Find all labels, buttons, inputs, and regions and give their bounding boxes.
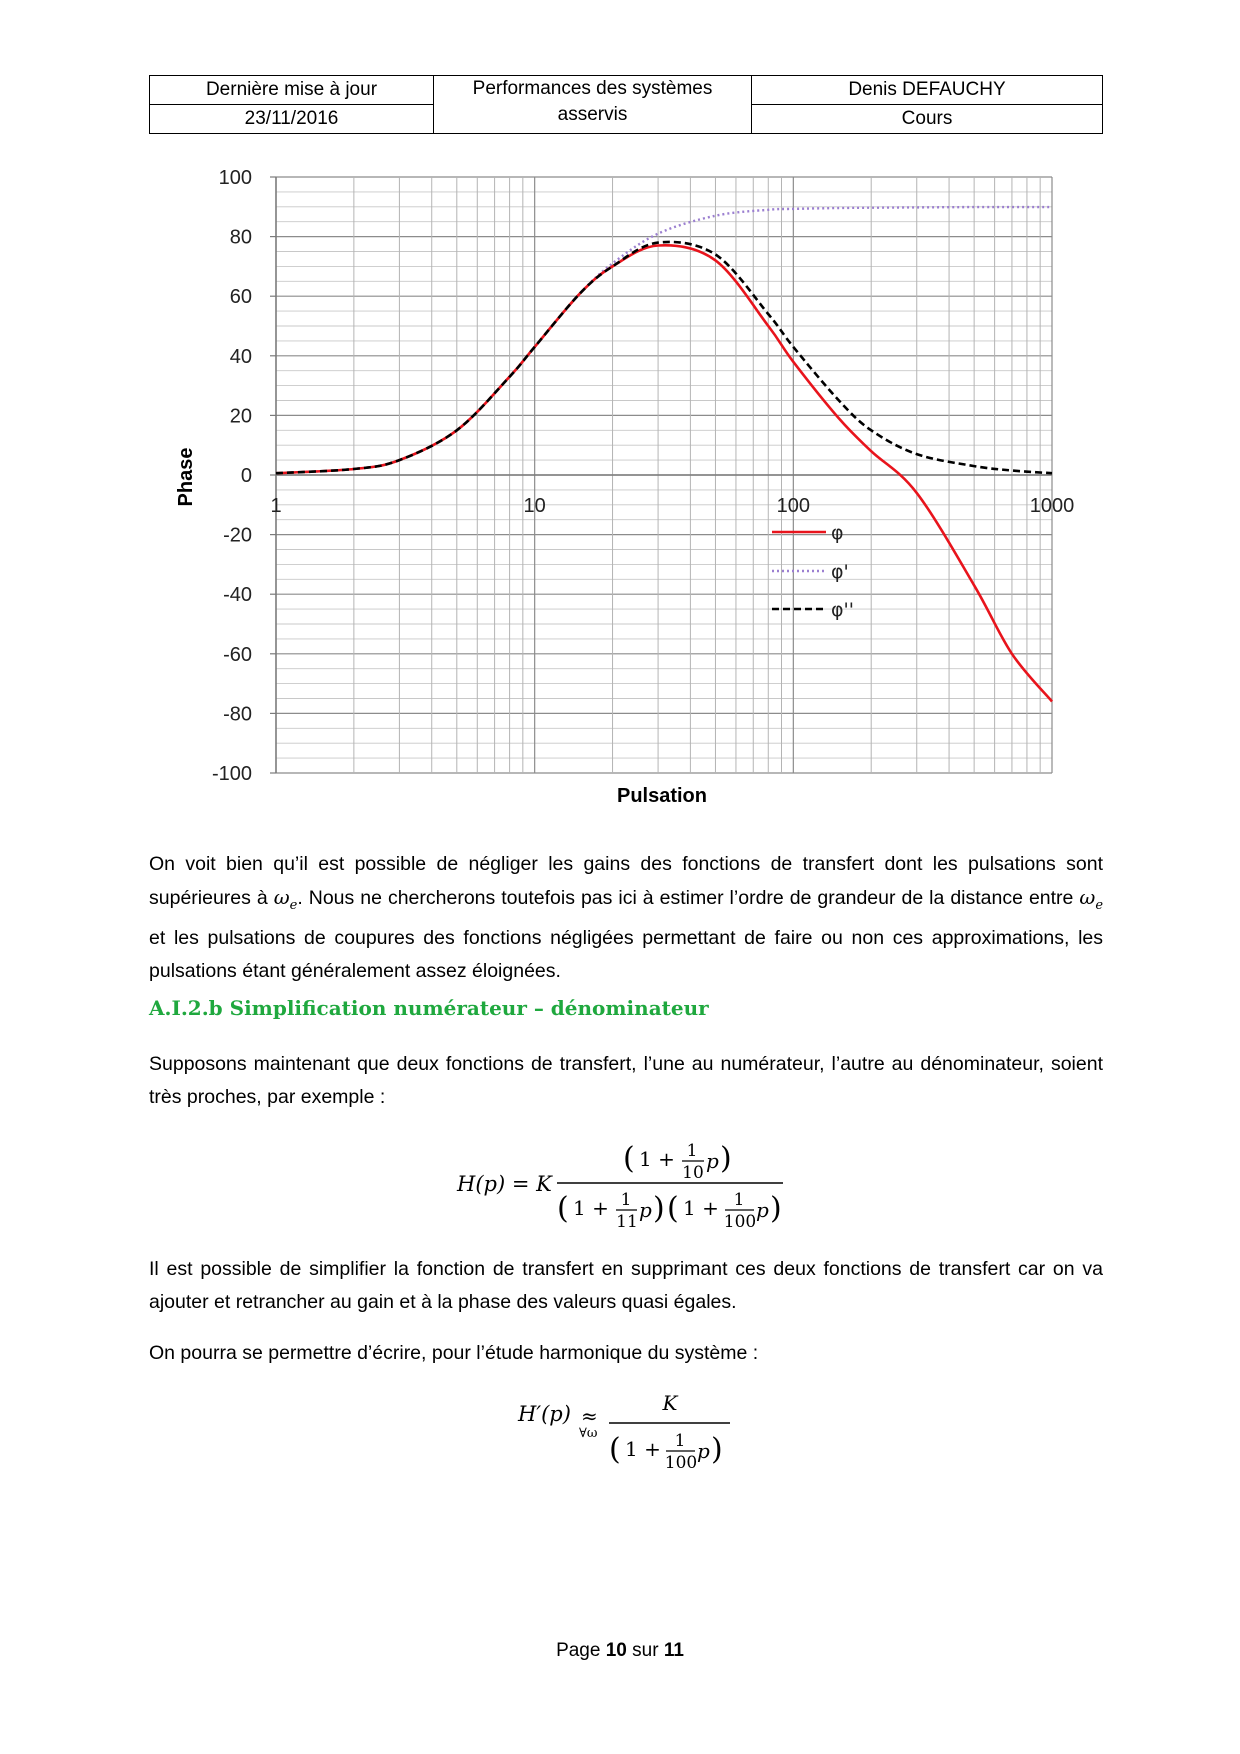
formula1-den2-n: 1 <box>733 1190 745 1210</box>
series-line-phi-double-prime <box>276 242 1052 473</box>
formula-transfer-function <box>455 1138 835 1233</box>
formula2-den-p: p <box>697 1439 710 1463</box>
total-pages: 11 <box>663 1640 684 1661</box>
paragraph-1 <box>149 848 1103 988</box>
document-type: Cours <box>752 105 1103 134</box>
formula-simplified <box>515 1385 755 1475</box>
formula2-num: K <box>662 1391 678 1415</box>
last-update-label: Dernière mise à jour <box>150 76 434 105</box>
paren-close: ) <box>770 1191 782 1226</box>
document-title: Performances des systèmes asservis <box>434 76 752 134</box>
y-tick-label: -60 <box>223 643 252 666</box>
formula2-den-one: 1 + <box>625 1437 661 1461</box>
paren-open: ( <box>609 1432 621 1467</box>
formula2-approx: ≈ <box>581 1404 598 1428</box>
x-tick-label: 100 <box>776 495 811 517</box>
paren-open: ( <box>557 1191 569 1226</box>
header-table <box>149 75 1103 134</box>
series-line-phi <box>276 245 1052 701</box>
formula2-den-n: 1 <box>674 1431 686 1451</box>
formula1-lhs: H(p) = K <box>457 1172 552 1196</box>
legend-label: φ <box>831 522 844 544</box>
omega-e-symbol: $\omega_e$ <box>273 886 298 913</box>
y-axis-label: Phase <box>175 447 197 507</box>
paragraph-1-text: On voit bien qu’il est possible de négliger les gains des fonctions de transfert dont les pulsations sont supérieures à $\omega_e$. Nous ne chercherons toutefois pas ici à estimer l’ordre de grandeur de la distance entre $\omega_e$ et les pulsations de coupures des fonctions négligées permettant de faire ou non ces approximations, les pulsations étant généralement assez éloignées. <box>149 853 1104 982</box>
formula1-den2-d: 100 <box>723 1212 757 1232</box>
formula1-den2-p: p <box>756 1198 769 1222</box>
x-axis-label: Pulsation <box>616 785 708 807</box>
paren-close: ) <box>720 1141 732 1176</box>
current-page: 10 <box>605 1640 627 1661</box>
formula1-num-n: 1 <box>686 1141 698 1161</box>
formula1-num-one: 1 + <box>639 1147 675 1171</box>
update-date: 23/11/2016 <box>150 105 434 134</box>
formula2-den-d: 100 <box>664 1453 698 1473</box>
paren-close: ) <box>653 1191 665 1226</box>
y-tick-label: 60 <box>229 286 252 309</box>
y-tick-label: 40 <box>229 345 252 368</box>
x-tick-label: 1 <box>270 495 282 517</box>
omega-e-symbol: $\omega_e$ <box>1079 886 1104 913</box>
y-tick-label: 20 <box>229 405 252 428</box>
formula1-num-p: p <box>706 1149 719 1173</box>
y-tick-label: -20 <box>223 524 252 547</box>
formula1-den1-n: 1 <box>620 1190 632 1210</box>
formula1-den2-one: 1 + <box>683 1196 719 1220</box>
legend-label: φ'' <box>831 599 854 621</box>
formula1-num-d: 10 <box>682 1163 704 1183</box>
y-tick-label: -100 <box>211 763 252 785</box>
paren-close: ) <box>711 1432 723 1467</box>
phase-chart <box>0 140 1240 960</box>
series-line-phi-prime <box>276 207 1052 473</box>
y-tick-label: -80 <box>223 703 252 726</box>
y-tick-label: 0 <box>240 465 252 487</box>
formula1-den1-d: 11 <box>616 1212 638 1232</box>
legend-label: φ' <box>831 561 849 583</box>
paragraph-3: Il est possible de simplifier la fonction de transfert en supprimant ces deux fonctions de transfert car on va ajouter et retrancher au gain et à la phase des valeurs quasi égales. <box>149 1258 1103 1313</box>
formula1-den1-p: p <box>639 1198 652 1222</box>
formula2-approx-sub: ∀ω <box>579 1426 598 1441</box>
formula1-den1-one: 1 + <box>573 1196 609 1220</box>
page-footer: Page 10 sur 11 <box>556 1640 684 1661</box>
x-tick-label: 10 <box>523 495 546 517</box>
y-tick-label: -40 <box>223 584 252 607</box>
author: Denis DEFAUCHY <box>752 76 1103 105</box>
x-tick-label: 1000 <box>1029 495 1075 517</box>
y-tick-label: 100 <box>218 167 252 189</box>
paren-open: ( <box>623 1141 635 1176</box>
section-heading: A.I.2.b Simplification numérateur – dénominateur <box>149 996 709 1020</box>
paragraph-4: On pourra se permettre d’écrire, pour l’étude harmonique du système : <box>149 1342 759 1364</box>
formula2-lhs: H′(p) <box>518 1402 571 1426</box>
y-tick-label: 80 <box>229 226 252 249</box>
paragraph-2: Supposons maintenant que deux fonctions de transfert, l’une au numérateur, l’autre au dénominateur, soient très proches, par exemple : <box>149 1053 1103 1108</box>
paren-open: ( <box>667 1191 679 1226</box>
